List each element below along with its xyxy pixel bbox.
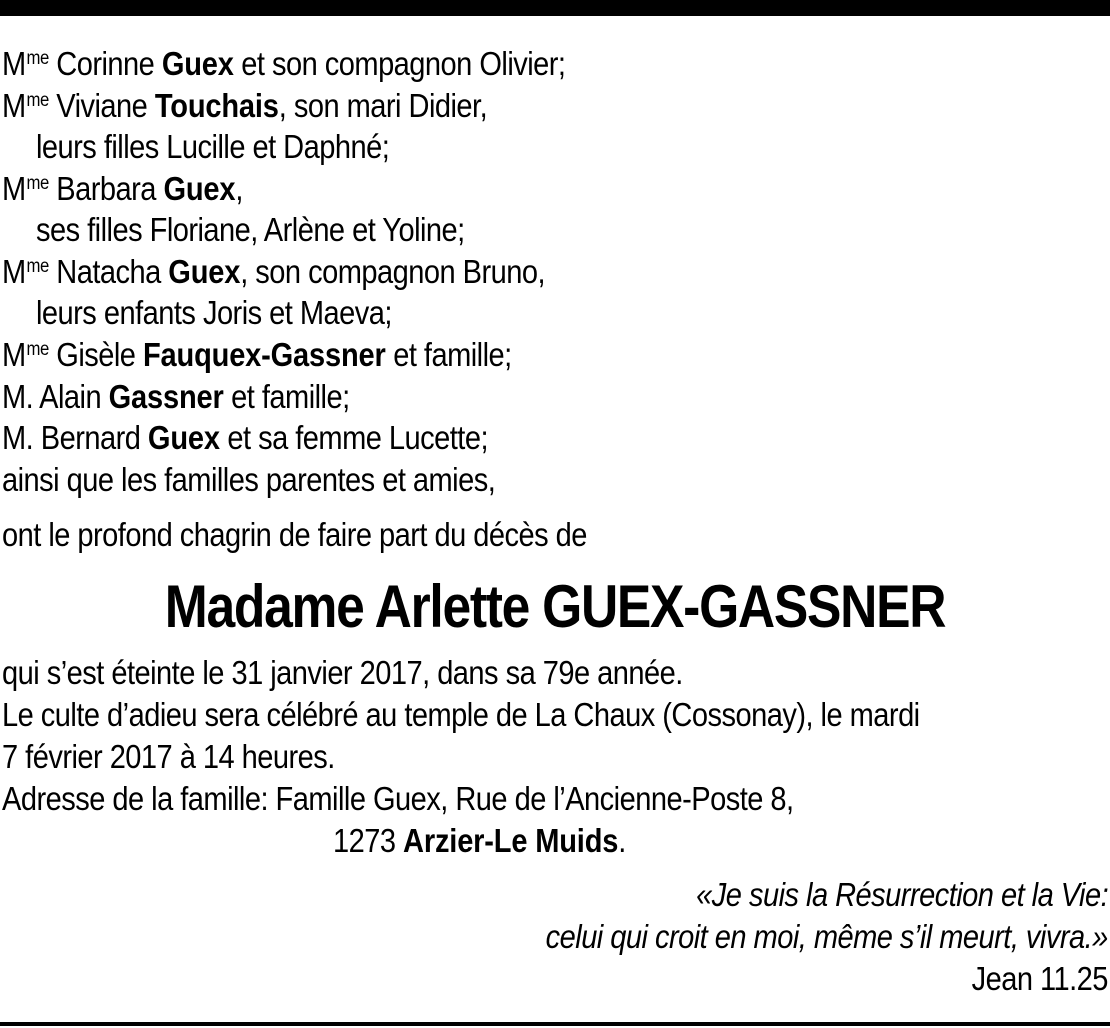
honorific-superscript: me <box>26 256 49 277</box>
first-name: Gisèle <box>56 336 136 373</box>
family-line-bernard <box>2 418 488 458</box>
line-text: , son compagnon Bruno, <box>240 253 546 290</box>
honorific-superscript: me <box>26 90 49 111</box>
line-text: et famille; <box>393 336 512 373</box>
honorific-superscript: me <box>26 173 49 194</box>
service-line-2: 7 février 2017 à 14 heures. <box>2 738 335 775</box>
bottom-border-rule <box>0 1022 1110 1026</box>
postcode: 1273 <box>333 822 396 859</box>
first-name: Barbara <box>56 170 156 207</box>
surname: Guex <box>168 253 241 290</box>
surname: Guex <box>163 170 236 207</box>
family-line-gisele <box>2 335 512 381</box>
first-name: Natacha <box>56 253 161 290</box>
quote-line-1: «Je suis la Résurrection et la Vie: <box>696 876 1108 913</box>
honorific: M <box>2 170 26 207</box>
quote-line-2: celui qui croit en moi, même s’il meurt, vivra.» <box>545 918 1108 955</box>
first-name: Viviane <box>56 87 148 124</box>
surname: Guex <box>161 45 234 82</box>
honorific: M <box>2 253 26 290</box>
line-text: et sa femme Lucette; <box>227 419 489 456</box>
honorific-superscript: me <box>26 339 49 360</box>
address-end: . <box>618 822 626 859</box>
family-line-barbara <box>2 169 243 215</box>
address-line-1: Adresse de la famille: Famille Guex, Rue de l’Ancienne-Poste 8, <box>2 780 794 817</box>
surname: Gassner <box>108 378 224 415</box>
honorific: M <box>2 336 26 373</box>
surname: Touchais <box>154 87 279 124</box>
line-text: , son mari Didier, <box>278 87 488 124</box>
family-line-children-joris: leurs enfants Joris et Maeva; <box>36 294 392 331</box>
first-name: M. Bernard <box>2 419 141 456</box>
family-line-alain <box>2 377 350 417</box>
line-text: et son compagnon Olivier; <box>241 45 566 82</box>
death-notice-line: qui s’est éteinte le 31 janvier 2017, dans sa 79e année. <box>2 654 683 691</box>
announcement-text: ont le profond chagrin de faire part du décès de <box>2 516 587 553</box>
honorific: M <box>2 87 26 124</box>
family-line-corinne <box>2 44 565 90</box>
address-line-2 <box>333 821 626 861</box>
deceased-name: Madame Arlette GUEX-GASSNER <box>164 573 946 640</box>
honorific-superscript: me <box>26 48 49 69</box>
town: Arzier-Le Muids <box>403 822 619 859</box>
line-text: et famille; <box>231 378 350 415</box>
family-line-relatives: ainsi que les familles parentes et amies, <box>2 461 496 498</box>
family-line-daughters-floriane: ses filles Floriane, Arlène et Yoline; <box>36 211 465 248</box>
top-border-rule <box>0 0 1110 16</box>
service-line-1: Le culte d’adieu sera célébré au temple de La Chaux (Cossonay), le mardi <box>2 696 920 733</box>
family-line-natacha <box>2 252 545 298</box>
first-name: M. Alain <box>2 378 102 415</box>
surname: Fauquex-Gassner <box>142 336 386 373</box>
line-text: , <box>235 170 243 207</box>
honorific: M <box>2 45 26 82</box>
family-line-viviane <box>2 86 487 132</box>
family-line-daughters-lucille: leurs filles Lucille et Daphné; <box>36 128 390 165</box>
quote-reference: Jean 11.25 <box>971 960 1108 997</box>
first-name: Corinne <box>56 45 155 82</box>
surname: Guex <box>147 419 220 456</box>
